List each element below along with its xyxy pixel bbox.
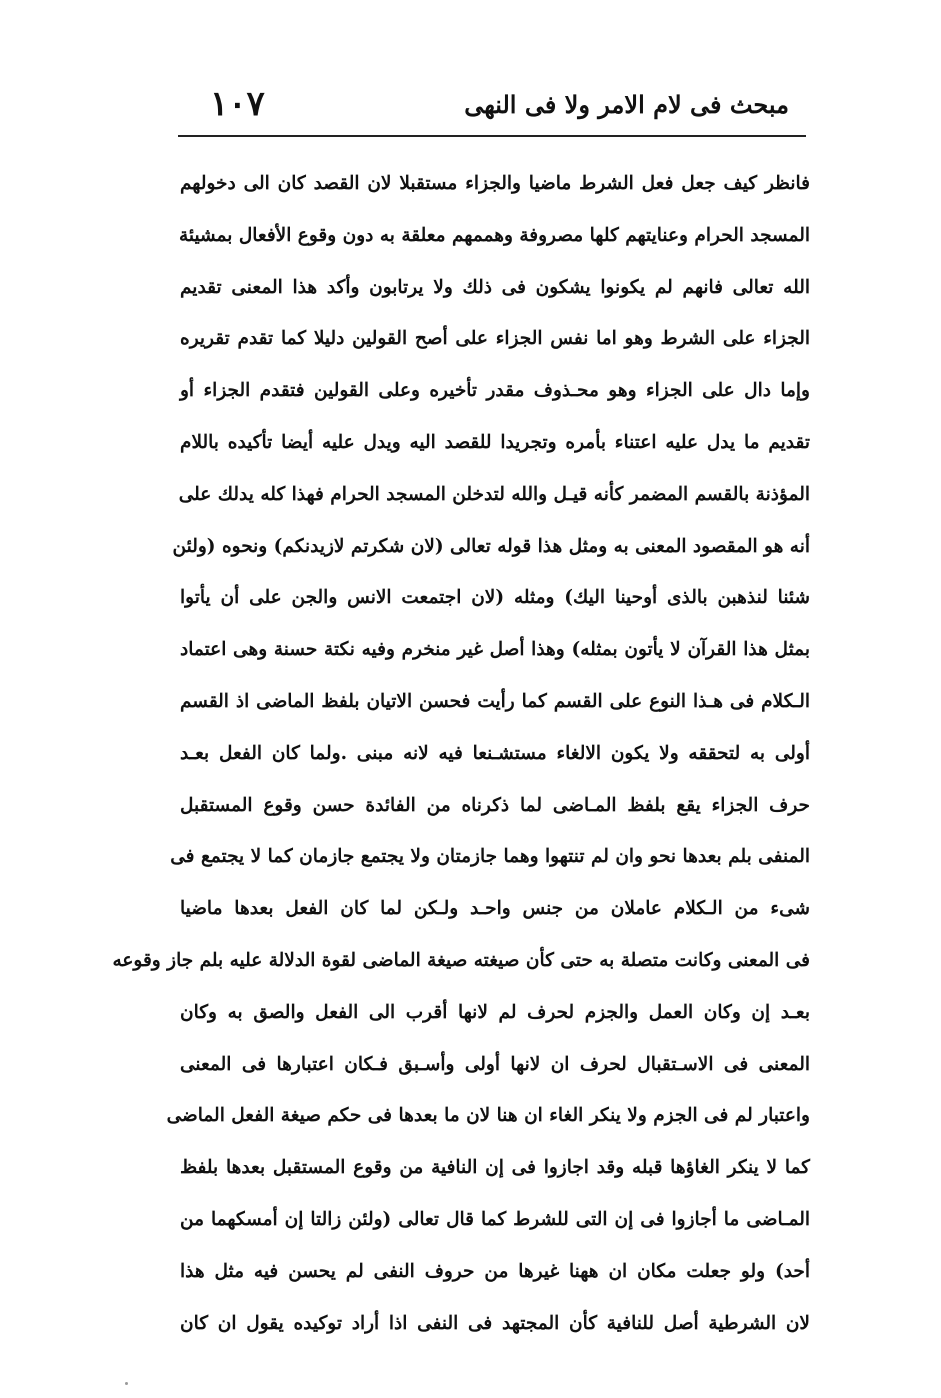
text-line: فانظر كيف جعل فعل الشرط ماضيا والجزاء مستقبلا لان القصد كان الى دخولهم — [180, 173, 810, 194]
page-number: ١٠٧ — [210, 84, 265, 124]
text-line: المسجد الحرام وعنايتهم كلها مصروفة وهممهم معلقة به دون وقوع الأفعال بمشيئة — [178, 224, 810, 246]
header-divider — [178, 135, 806, 137]
text-line: بعـد إن وكان العمل والجزم لحرف لم لانها أقرب الى الفعل والصق به وكان — [180, 1001, 810, 1023]
text-line: تقديم ما يدل عليه اعتناء بأمره وتجريدا للقصد اليه ويدل عليه أيضا تأكيده باللام — [180, 431, 810, 453]
text-line: لان الشرطية أصل للنافية كأن المجتهد فى النفى اذا أراد توكيده يقول ان كان — [180, 1312, 810, 1334]
text-line: فى المعنى وكانت متصلة به حتى كأن صيغته صيغة الماضى لقوة الدلالة عليه بلم جاز وقوعه — [112, 949, 810, 971]
text-line: المعنى فى الاسـتقبال لحرف ان لانها أولى وأسـبق فـكان اعتبارها فى المعنى — [180, 1053, 810, 1075]
text-line: الجزاء على الشرط وهو اما نفس الجزاء على أصح القولين دليلا كما تقدم تقريره — [180, 328, 810, 350]
text-line: أنه هو المقصود المعنى به ومثل هذا قوله تعالى (لان شكرتم لازيدنكم) ونحوه (ولئن — [172, 535, 810, 557]
text-line: شئنا لنذهبن بالذى أوحينا اليك) ومثله (لان اجتمعت الانس والجن على أن يأتوا — [180, 587, 810, 609]
text-line: أحد) ولو جعلت مكان ان ههنا غيرها من حروف النفى لم يحسن فيه مثل هذا — [180, 1260, 810, 1282]
text-line: حرف الجزاء يقع بلفظ المـاضى لما ذكرناه من الفائدة حسن وقوع المستقبل — [180, 794, 810, 816]
page-header — [180, 80, 805, 138]
text-line: المنفى بلم بعدها نحو وان لم تنتهوا وهما جازمتان ولا يجتمع جازمان كما لا يجتمع فى — [170, 846, 810, 868]
text-line: وإما دال على الجزاء وهو محـذوف مقدر تأخيره وعلى القولين فتقدم الجزاء أو — [180, 380, 810, 402]
text-line: أولى به لتحققه ولا يكون الالغاء مستشـنعا فيه لانه مبنى .ولما كان الفعل بعـد — [180, 742, 810, 764]
text-line: كما لا ينكر الغاؤها قبله وقد اجازوا فى إن النافية من وقوع المستقبل بعدها بلفظ — [180, 1157, 810, 1179]
text-line: الله تعالى فانهم لم يكونوا يشكون فى ذلك ولا يرتابون وأكد هذا المعنى تقديم — [180, 276, 810, 298]
text-line: المـاضى ما أجازوا فى إن التى للشرط كما قال تعالى (ولئن زالتا إن أمسكهما من — [180, 1208, 810, 1230]
running-title: مبحث فى لام الامر ولا فى النهى — [464, 90, 789, 119]
text-line: شىء من الـكلام عاملان من جنس واحـد ولـكن لما كان الفعل بعدها ماضيا — [180, 898, 810, 920]
body-text — [112, 158, 810, 1334]
scan-speck — [125, 1382, 128, 1385]
text-line: الـكلام فى هـذا النوع على القسم كما رأيت فحسن الاتيان بلفظ الماضى اذ القسم — [180, 690, 810, 712]
text-line: واعتبار لم فى الجزم ولا ينكر الغاء ان هنا لان ما بعدها فى حكم صيغة الفعل الماضى — [166, 1105, 810, 1127]
text-line: بمثل هذا القرآن لا يأتون بمثله) وهذا أصل غير منخرم وفيه نكتة حسنة وهى اعتماد — [180, 639, 810, 661]
text-line: المؤذنة بالقسم المضمر كأنه قيـل والله لتدخلن المسجد الحرام فهذا كله يدلك على — [178, 483, 810, 505]
